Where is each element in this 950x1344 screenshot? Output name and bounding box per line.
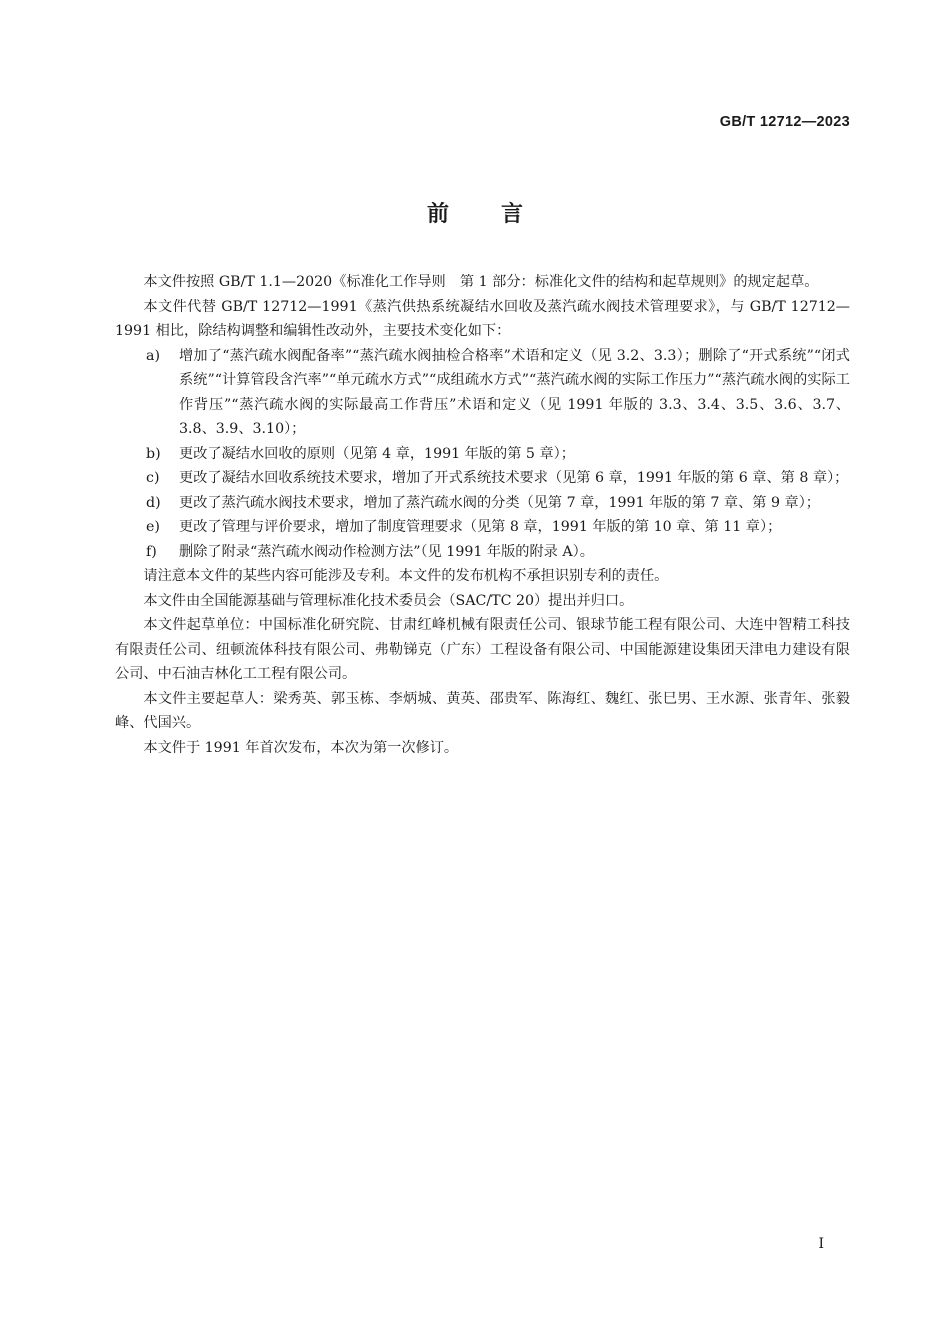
list-item (115, 515, 850, 540)
paragraph: 本文件主要起草人：梁秀英、郭玉栋、李炳城、黄英、邵贵军、陈海红、魏红、张巳男、王水源、张青年、张毅峰、代国兴。 (115, 690, 850, 731)
list-item-label: d) (146, 494, 161, 511)
list-item-label: b) (146, 445, 161, 462)
list-item-label: c) (146, 470, 160, 486)
list-item (115, 442, 850, 467)
list-item-label: a) (146, 347, 160, 364)
list-item (115, 466, 850, 491)
paragraph: 本文件起草单位：中国标准化研究院、甘肃红峰机械有限责任公司、银球节能工程有限公司、大连中智精工科技有限责任公司、纽顿流体科技有限公司、弗勒锑克（广东）工程设备有限公司、中国能源建设集团天津电力建设有限公司、中石油吉林化工工程有限公司。 (115, 617, 850, 682)
list-item (115, 491, 850, 516)
paragraph: 本文件由全国能源基础与管理标准化技术委员会（SAC/TC 20）提出并归口。 (143, 592, 634, 609)
paragraph: 请注意本文件的某些内容可能涉及专利。本文件的发布机构不承担识别专利的责任。 (143, 568, 669, 584)
paragraph: 本文件按照 GB/T 1.1—2020《标准化工作导则 第 1 部分：标准化文件的结构和起草规则》的规定起草。 (143, 274, 819, 290)
list-item-text: 删除了附录“蒸汽疏水阀动作检测方法”（见 1991 年版的附录 A）。 (179, 543, 594, 560)
list-item-text: 更改了蒸汽疏水阀技术要求，增加了蒸汽疏水阀的分类（见第 7 章，1991 年版的第 7 章、第 9 章）； (179, 494, 820, 511)
paragraph: 本文件代替 GB/T 12712—1991《蒸汽供热系统凝结水回收及蒸汽疏水阀技术管理要求》，与 GB/T 12712—1991 相比，除结构调整和编辑性改动外，主要技术变化如下： (115, 298, 850, 339)
list-item-label: e) (146, 519, 160, 535)
paragraph: 本文件于 1991 年首次发布，本次为第一次修订。 (143, 739, 459, 756)
page-title: 前言 (426, 201, 575, 227)
document-body (115, 270, 850, 760)
list-item-text: 更改了凝结水回收系统技术要求，增加了开式系统技术要求（见第 6 章，1991 年版的第 6 章、第 8 章）； (179, 470, 849, 486)
list-item (115, 344, 850, 442)
standard-code: GB/T 12712—2023 (719, 114, 850, 130)
list-item (115, 540, 850, 565)
page-number: I (818, 1236, 824, 1252)
list-item-text: 更改了管理与评价要求，增加了制度管理要求（见第 8 章，1991 年版的第 10 章、第 11 章）； (179, 519, 782, 535)
list-item-text: 增加了“蒸汽疏水阀配备率”“蒸汽疏水阀抽检合格率”术语和定义（见 3.2、3.3）；删除了“开式系统”“闭式系统”“计算管段含汽率”“单元疏水方式”“成组疏水方式”“蒸汽疏水阀的实际工作压力”“蒸汽疏水阀的实际工作背压”“蒸汽疏水阀的实际最高工作背压”术语和定义（见 1991 年版的 3.3、3.4、3.5、3.6、3.7、3.8、3.9、3.10）； (179, 347, 850, 437)
list-item-text: 更改了凝结水回收的原则（见第 4 章，1991 年版的第 5 章）； (179, 445, 575, 462)
list-item-label: f) (146, 543, 157, 560)
